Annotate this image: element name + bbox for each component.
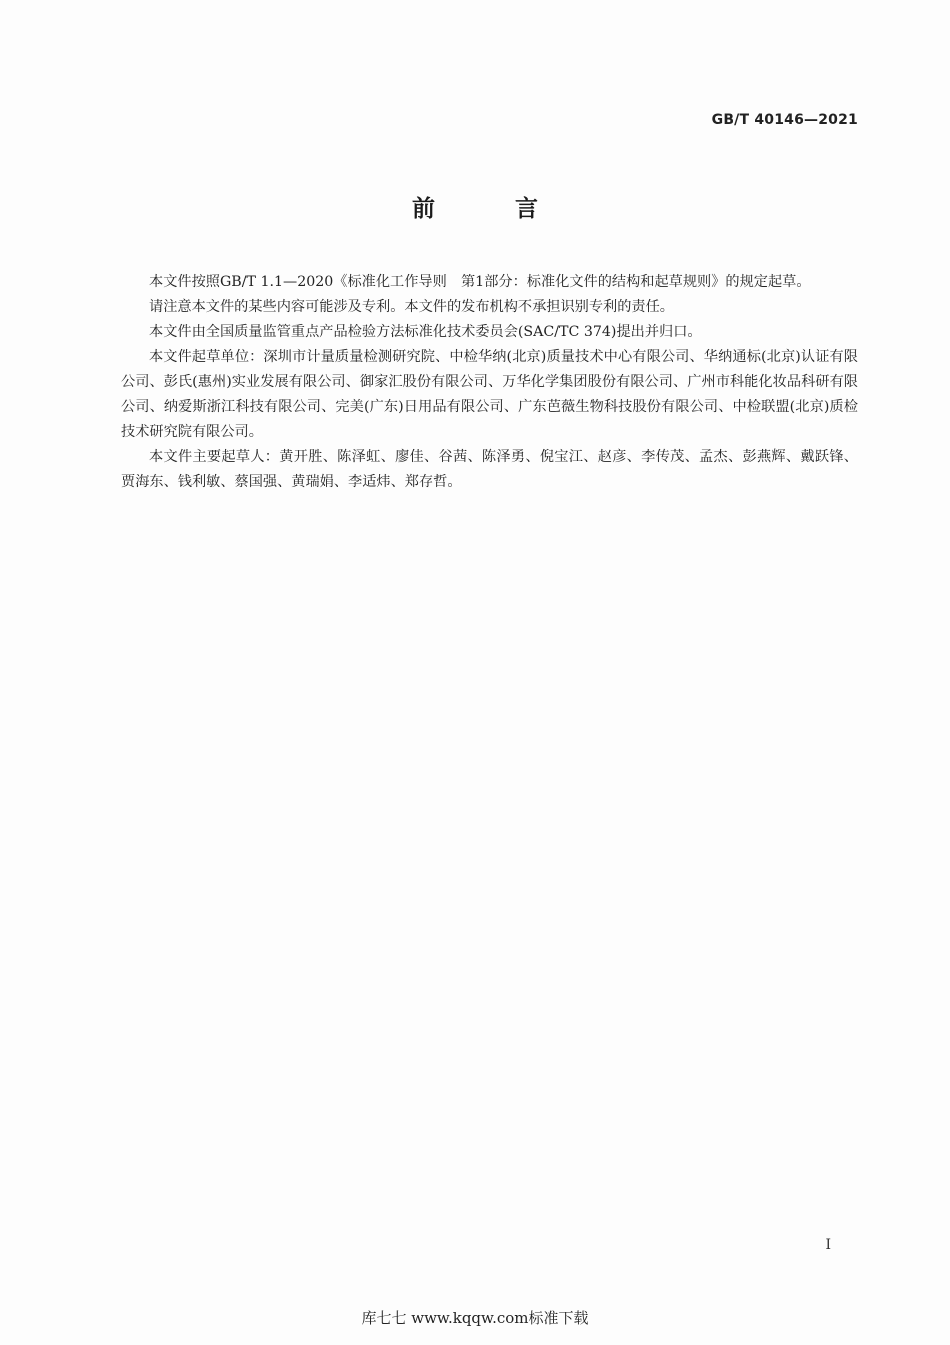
paragraph-proposer: 本文件由全国质量监管重点产品检验方法标准化技术委员会(SAC/TC 374)提出并归口。	[149, 324, 702, 340]
paragraph-drafters: 本文件主要起草人：黄开胜、陈泽虹、廖佳、谷茜、陈泽勇、倪宝江、赵彦、李传茂、孟杰、彭燕辉、戴跃锋、贾海东、钱利敏、蔡国强、黄瑞娟、李适炜、郑存哲。	[121, 449, 858, 490]
foreword-body	[121, 270, 858, 495]
paragraph-patent-notice: 请注意本文件的某些内容可能涉及专利。本文件的发布机构不承担识别专利的责任。	[149, 299, 674, 315]
paragraph-drafting-units: 本文件起草单位：深圳市计量质量检测研究院、中检华纳(北京)质量技术中心有限公司、华纳通标(北京)认证有限公司、彭氏(惠州)实业发展有限公司、御家汇股份有限公司、万华化学集团股份有限公司、广州市科能化妆品科研有限公司、纳爱斯浙江科技有限公司、完美(广东)日用品有限公司、广东芭薇生物科技股份有限公司、中检联盟(北京)质检技术研究院有限公司。	[121, 349, 858, 440]
paragraph-drafting-rules: 本文件按照GB/T 1.1—2020《标准化工作导则 第1部分：标准化文件的结构和起草规则》的规定起草。	[149, 274, 811, 290]
footer-watermark: 库七七 www.kqqw.com标准下载	[361, 1309, 589, 1327]
page-number: I	[825, 1237, 831, 1253]
standard-code: GB/T 40146—2021	[711, 112, 858, 128]
page-title: 前 言	[411, 196, 574, 222]
